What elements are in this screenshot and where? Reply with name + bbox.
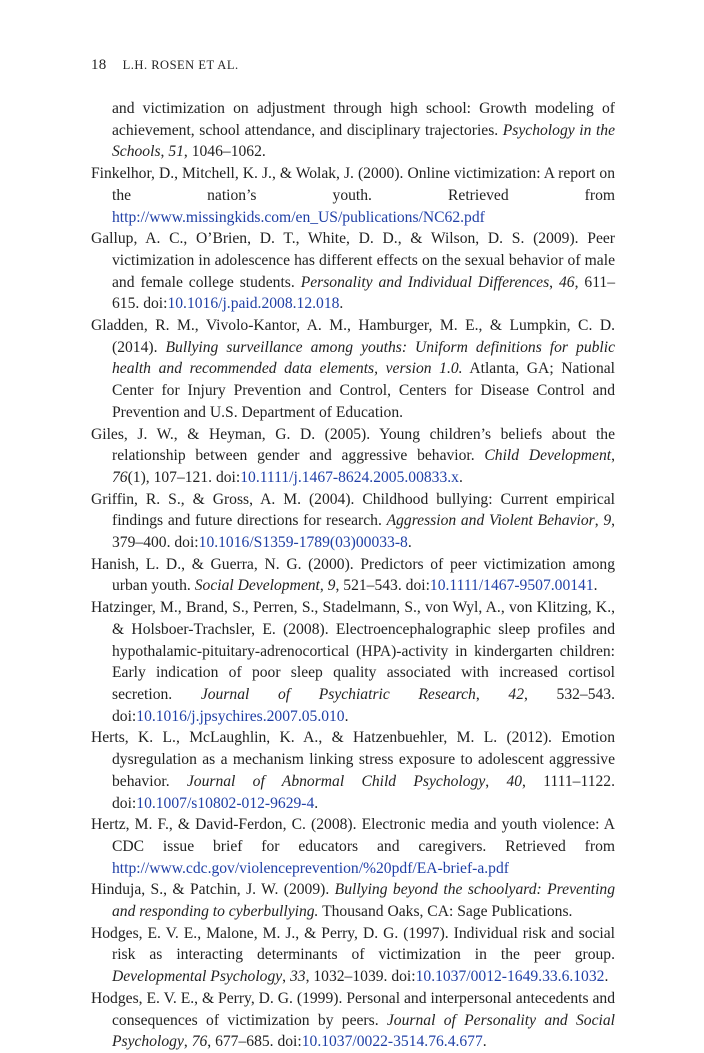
reference-text: , 611–615. doi: — [112, 273, 616, 313]
reference-text: . — [482, 1033, 487, 1051]
reference-text: . — [314, 794, 319, 812]
reference-italic-text: Psychology in the Schools — [112, 121, 616, 161]
reference-entry — [91, 315, 615, 424]
reference-entry — [91, 597, 615, 727]
reference-text: , — [594, 512, 604, 530]
reference-entry — [91, 814, 615, 879]
reference-text: Giles, J. W., & Heyman, G. D. (2005). Young children’s beliefs about the relationship between gender and aggressive behavior. — [91, 425, 615, 465]
reference-text: . — [344, 707, 349, 725]
reference-italic-text: Developmental Psychology — [112, 968, 283, 986]
reference-text: , — [485, 772, 507, 790]
reference-text: Thousand Oaks, CA: Sage Publications. — [318, 903, 573, 921]
reference-link[interactable]: 10.1016/j.jpsychires.2007.05.010 — [136, 707, 345, 725]
reference-italic-text: 33 — [289, 968, 306, 986]
reference-text: , — [183, 1033, 192, 1051]
reference-text: , 1046–1062. — [183, 143, 266, 161]
reference-text: Hertz, M. F., & David-Ferdon, C. (2008). Electronic media and youth violence: A CDC issue brief for educators and caregivers. Retrieved from — [91, 816, 615, 855]
reference-italic-text: 46 — [558, 273, 575, 291]
reference-text: , 379–400. doi: — [112, 512, 616, 552]
reference-entry — [91, 424, 615, 489]
reference-text: Hanish, L. D., & Guerra, N. G. (2000). Predictors of peer victimization among urban youth. — [91, 555, 615, 595]
reference-italic-text: 76 — [112, 468, 128, 486]
reference-text: , — [282, 968, 290, 986]
reference-italic-text: Child Development — [484, 447, 612, 465]
reference-text: , 1032–1039. doi: — [305, 968, 416, 986]
reference-italic-text: Social Development — [194, 577, 320, 595]
reference-entry — [91, 228, 615, 315]
reference-text: Hinduja, S., & Patchin, J. W. (2009). — [91, 881, 335, 899]
reference-text: Atlanta, GA; National Center for Injury Prevention and Control, Centers for Disease Control and Prevention and U.S. Department of Education. — [112, 360, 615, 421]
page-number: 18 — [91, 57, 107, 73]
reference-text: . — [604, 968, 609, 986]
reference-text: Hodges, E. V. E., Malone, M. J., & Perry, D. G. (1997). Individual risk and social risk as interacting determinants of victimization in the peer group. — [91, 924, 615, 964]
reference-text: , 521–543. doi: — [335, 577, 430, 595]
reference-italic-text: 42 — [508, 685, 524, 703]
reference-text: (1), 107–121. doi: — [127, 468, 241, 486]
reference-link[interactable]: 10.1037/0012-1649.33.6.1032 — [415, 968, 605, 986]
reference-entry — [91, 163, 615, 228]
reference-text: , — [549, 273, 559, 291]
reference-italic-text: Aggression and Violent Behavior — [386, 512, 595, 530]
reference-link[interactable]: http://www.missingkids.com/en_US/publications/NC62.pdf — [112, 208, 485, 226]
reference-text: and victimization on adjustment through high school: Growth modeling of achievement, school attendance, and disciplinary trajectories. — [112, 100, 615, 139]
reference-link[interactable]: 10.1111/1467-9507.00141 — [429, 577, 594, 595]
reference-italic-text: 51 — [168, 143, 184, 161]
reference-text: , 532–543. doi: — [112, 685, 615, 725]
reference-entry — [91, 554, 615, 597]
reference-italic-text: 9 — [327, 577, 336, 595]
reference-text: , — [319, 577, 328, 595]
reference-link[interactable]: 10.1016/j.paid.2008.12.018 — [167, 295, 340, 313]
reference-text: Hatzinger, M., Brand, S., Perren, S., Stadelmann, S., von Wyl, A., von Klitzing, K., & Holsboer-Trachsler, E. (2008). Electroencephalographic sleep profiles and hypothalamic-pituitary-adrenocortical (HPA)-activity in kindergarten children: Early indication of poor sleep quality associated with increased cortisol secretion. — [91, 599, 615, 703]
reference-text: , 1111–1122. doi: — [112, 772, 615, 812]
reference-entry — [91, 489, 615, 554]
reference-text: . — [407, 534, 412, 552]
reference-list — [91, 98, 615, 1053]
reference-italic-text: 40 — [506, 772, 523, 790]
reference-italic-text: Journal of Psychiatric Research — [200, 685, 476, 703]
reference-italic-text: Journal of Personality and Social Psychology — [112, 1011, 615, 1051]
reference-link[interactable]: 10.1007/s10802-012-9629-4 — [136, 794, 315, 812]
reference-italic-text: 76 — [191, 1033, 208, 1051]
reference-text: Griffin, R. S., & Gross, A. M. (2004). Childhood bullying: Current empirical findings and future directions for research. — [91, 490, 615, 530]
reference-text: . — [593, 577, 598, 595]
reference-link[interactable]: 10.1111/j.1467-8624.2005.00833.x — [240, 468, 459, 486]
reference-link[interactable]: 10.1016/S1359-1789(03)00033-8 — [198, 534, 408, 552]
reference-italic-text: Journal of Abnormal Child Psychology — [186, 772, 486, 790]
reference-entry — [91, 988, 615, 1053]
reference-entry — [91, 879, 615, 922]
reference-link[interactable]: 10.1037/0022-3514.76.4.677 — [301, 1033, 483, 1051]
reference-text: . — [458, 468, 463, 486]
running-head-authors: L.H. ROSEN ET AL. — [122, 58, 239, 72]
reference-text: Gladden, R. M., Vivolo-Kantor, A. M., Hamburger, M. E., & Lumpkin, C. D. (2014). — [91, 317, 615, 356]
reference-text: , — [475, 685, 509, 703]
reference-text: , 677–685. doi: — [207, 1033, 302, 1051]
reference-italic-text: Personality and Individual Differences — [300, 273, 550, 291]
reference-text: Hodges, E. V. E., & Perry, D. G. (1999). Personal and interpersonal antecedents and consequences of victimization by peers. — [91, 989, 615, 1029]
reference-text: Finkelhor, D., Mitchell, K. J., & Wolak, J. (2000). Online victimization: A report on the nation’s youth. Retrieved from — [91, 165, 615, 204]
reference-italic-text: 9 — [603, 512, 612, 530]
reference-italic-text: Bullying surveillance among youths: Uniform definitions for public health and recommended data elements, version 1.0. — [112, 338, 615, 378]
reference-text: , — [611, 447, 615, 465]
reference-entry — [91, 727, 615, 814]
reference-text: , — [160, 143, 169, 161]
reference-entry — [91, 98, 615, 163]
reference-text: Herts, K. L., McLaughlin, K. A., & Hatzenbuehler, M. L. (2012). Emotion dysregulation as a mechanism linking stress exposure to adolescent aggressive behavior. — [91, 729, 615, 790]
reference-entry — [91, 923, 615, 988]
reference-italic-text: Bullying beyond the schoolyard: Preventing and responding to cyberbullying. — [112, 881, 615, 921]
reference-text: Gallup, A. C., O’Brien, D. T., White, D. D., & Wilson, D. S. (2009). Peer victimization in adolescence has different effects on the sexual behavior of male and female college students. — [91, 230, 615, 291]
reference-link[interactable]: http://www.cdc.gov/violenceprevention/%20pdf/EA-brief-a.pdf — [112, 859, 509, 877]
running-head — [91, 57, 239, 74]
reference-text: . — [339, 295, 344, 313]
